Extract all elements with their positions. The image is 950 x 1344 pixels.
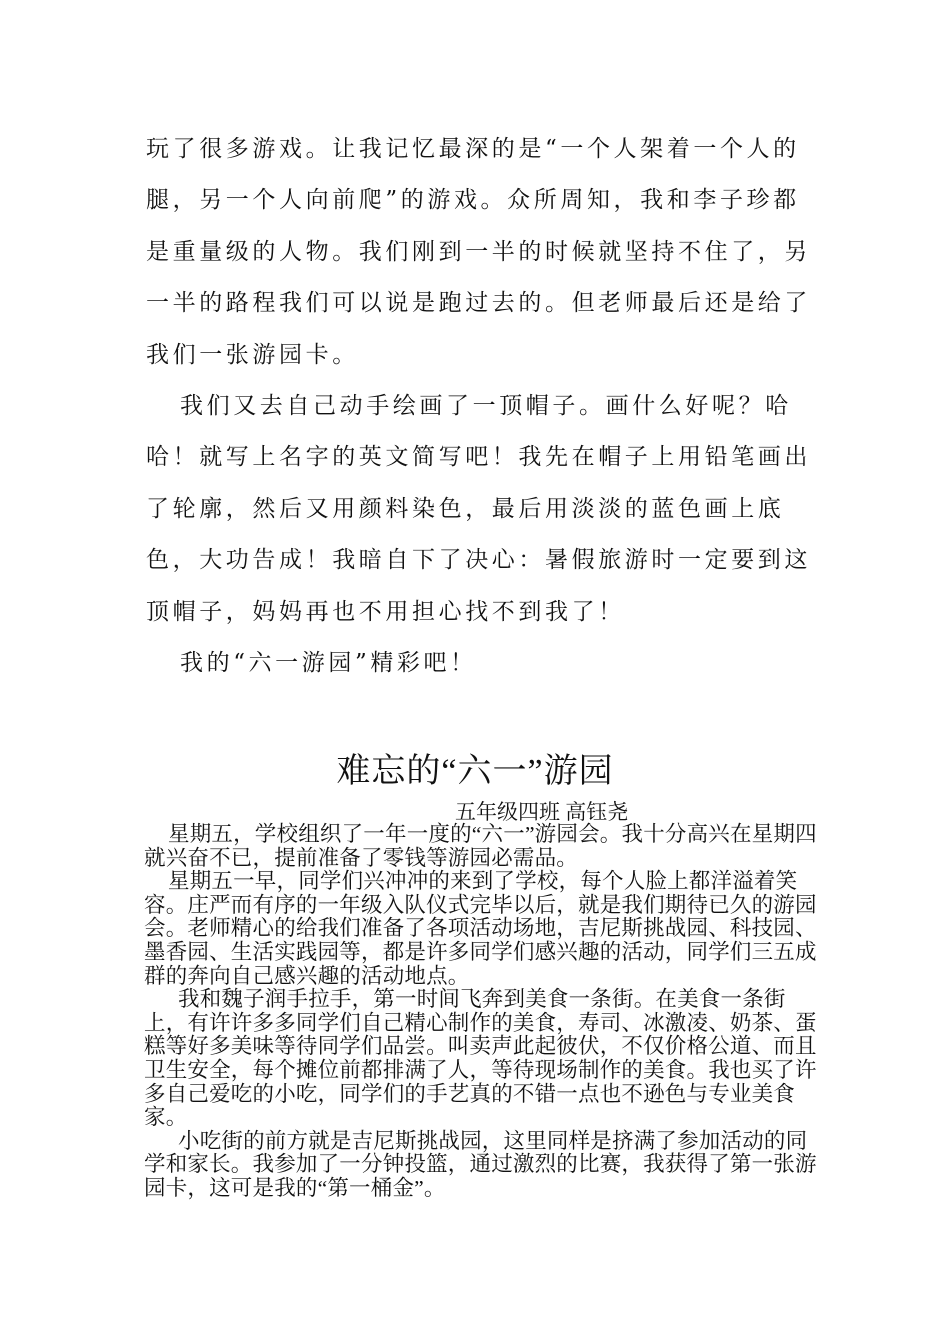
essay-title: 难忘的“六一”游园 <box>336 753 614 790</box>
paragraph: 我的“六一游园”精彩吧！ <box>180 650 477 677</box>
paragraph: 星期五，学校组织了一年一度的“六一”游园会。我十分高兴在星期四就兴奋不已，提前准备了零钱等游园必需品。 <box>144 822 817 870</box>
paragraph: 星期五一早，同学们兴冲冲的来到了学校，每个人脸上都洋溢着笑容。庄严而有序的一年级入队仪式完毕以后，就是我们期待已久的游园会。老师精心的给我们准备了各项活动场地，吉尼斯挑战园、科技园、墨香园、生活实践园等，都是许多同学们感兴趣的活动，同学们三五成群的奔向自己感兴趣的活动地点。 <box>144 869 817 988</box>
paragraph: 小吃街的前方就是吉尼斯挑战园，这里同样是挤满了参加活动的同学和家长。我参加了一分钟投篮，通过激烈的比赛，我获得了第一张游园卡，这可是我的“第一桶金”。 <box>144 1128 817 1200</box>
essay-body <box>144 823 824 1201</box>
paragraph: 玩了很多游戏。让我记忆最深的是“一个人架着一个人的腿，另一个人向前爬”的游戏。众所周知，我和李子珍都是重量级的人物。我们刚到一半的时候就坚持不住了，另一半的路程我们可以说是跑过去的。但老师最后还是给了我们一张游园卡。 <box>146 136 811 368</box>
paragraph: 我们又去自己动手绘画了一顶帽子。画什么好呢？哈哈！就写上名字的英文简写吧！我先在帽子上用铅笔画出了轮廓，然后又用颜料染色，最后用淡淡的蓝色画上底色，大功告成！我暗自下了决心：暑假旅游时一定要到这顶帽子，妈妈再也不用担心找不到我了！ <box>146 393 811 625</box>
previous-essay-continuation <box>146 124 816 689</box>
paragraph: 我和魏子润手拉手，第一时间飞奔到美食一条街。在美食一条街上，有许许多多同学们自己精心制作的美食，寿司、冰激凌、奶茶、蛋糕等好多美味等待同学们品尝。叫卖声此起彼伏，不仅价格公道、而且卫生安全，每个摊位前都排满了人，等待现场制作的美食。我也买了许多自己爱吃的小吃，同学们的手艺真的不错一点也不逊色与专业美食家。 <box>144 987 817 1130</box>
essay-byline: 五年级四班 高钰尧 <box>455 800 629 824</box>
